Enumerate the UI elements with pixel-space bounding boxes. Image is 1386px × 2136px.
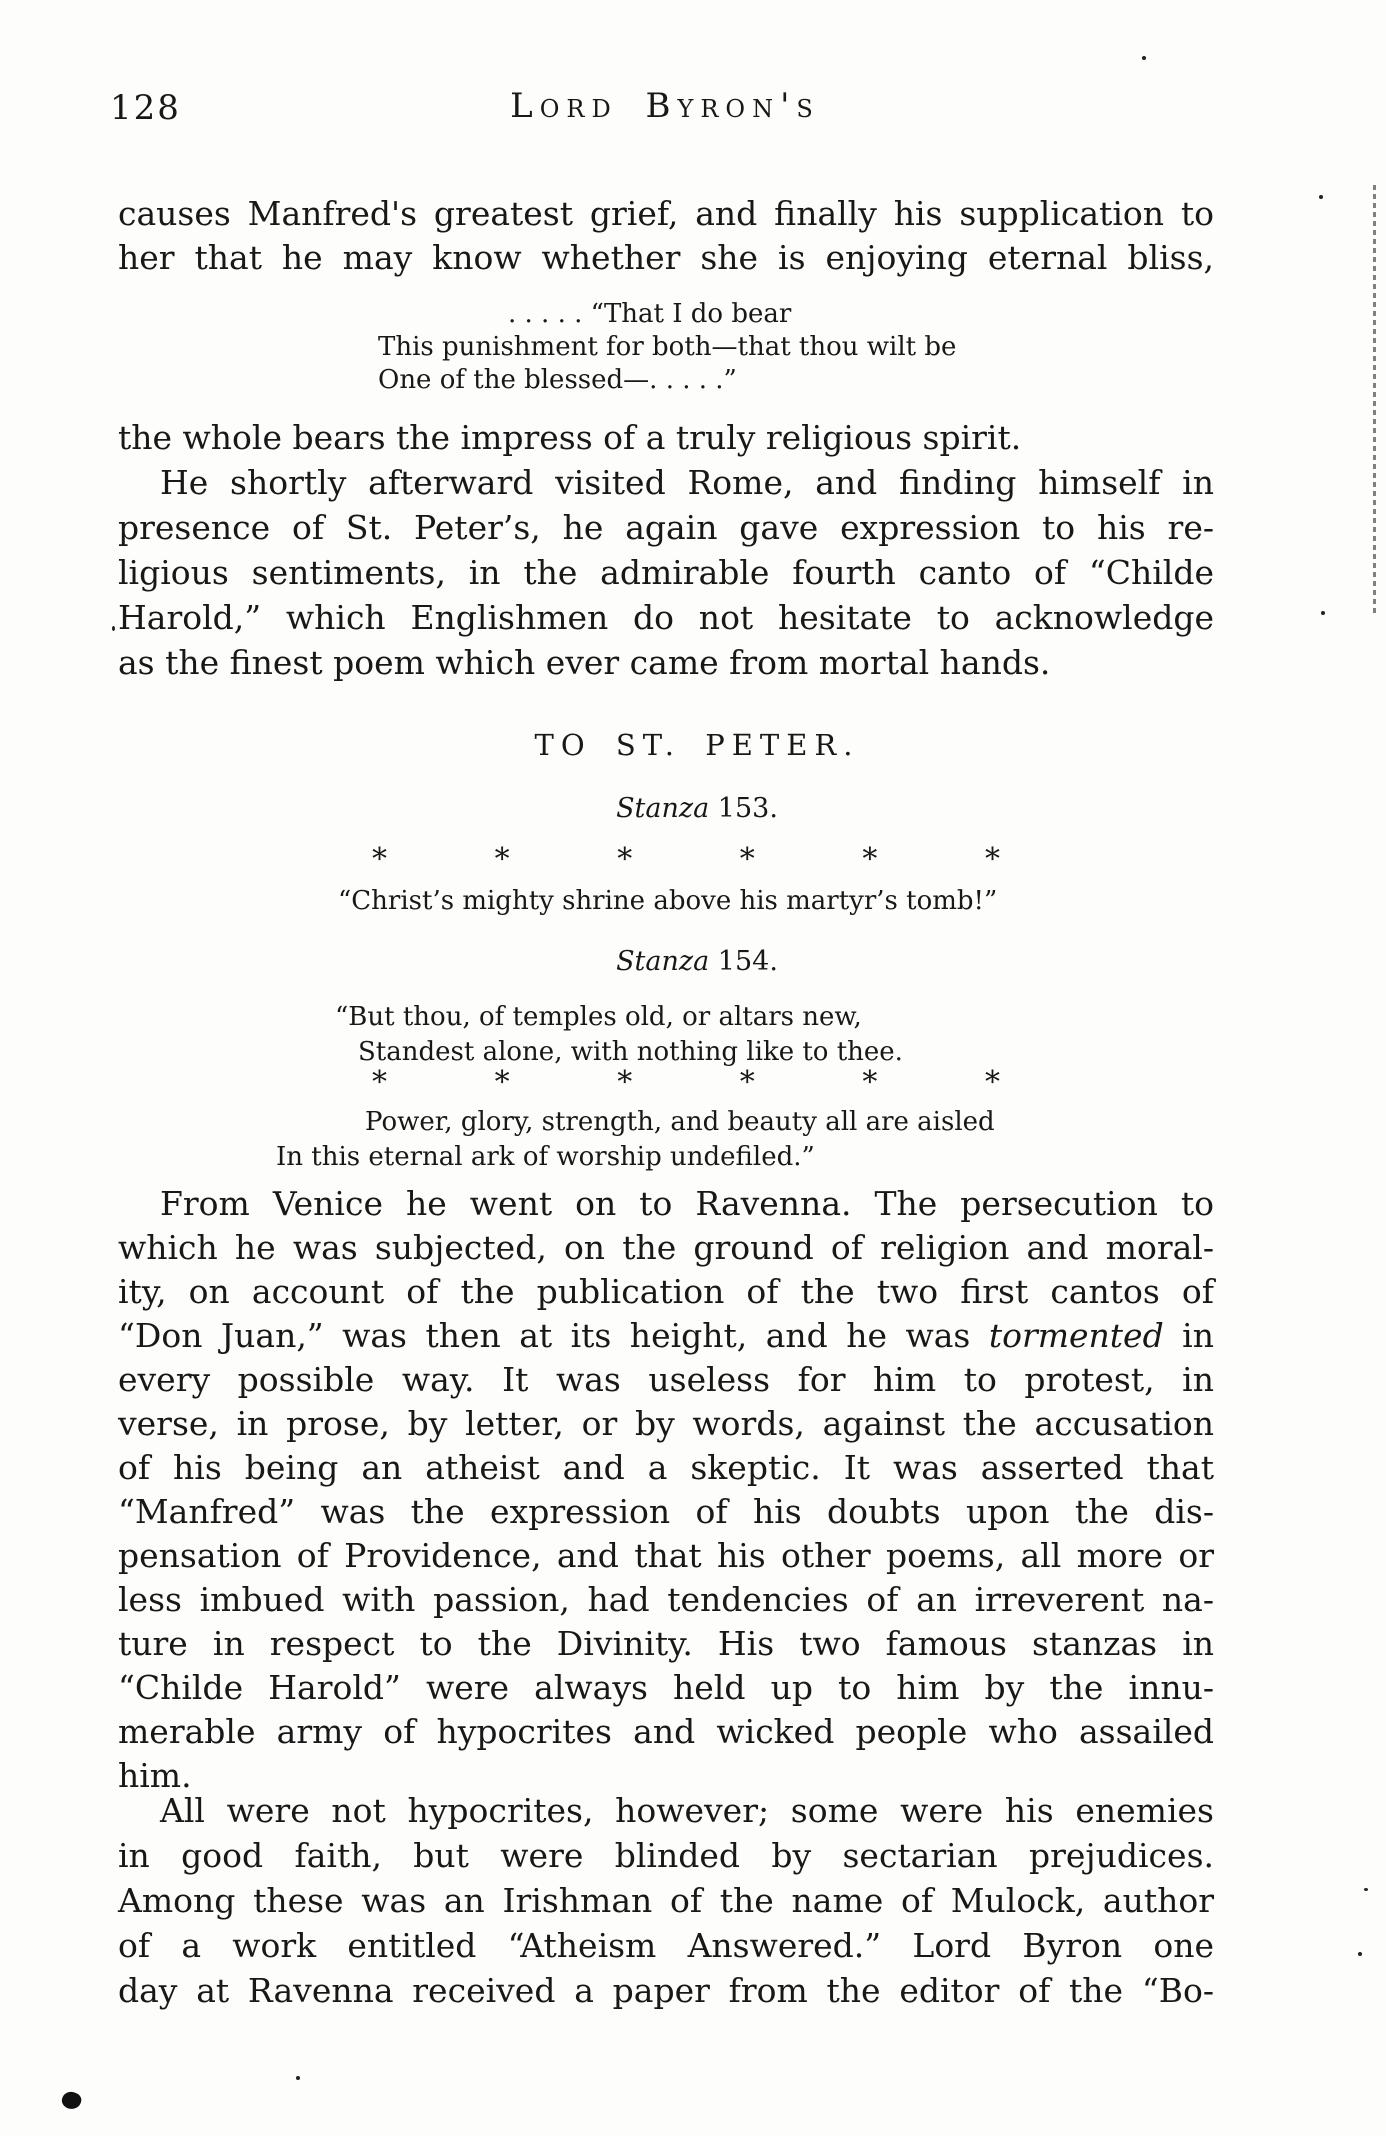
- verse-line: This punishment for both—that thou wilt be: [378, 332, 957, 362]
- paragraph-ravenna: [118, 1182, 1214, 1798]
- running-title-wrap: [118, 86, 1212, 126]
- asterisk: *: [862, 842, 878, 877]
- paragraph-line: “Childe Harold” were always held up to him by the innu-: [118, 1668, 1214, 1707]
- asterisk: *: [984, 1065, 1000, 1100]
- verse-line: One of the blessed—. . . . .”: [378, 365, 737, 395]
- scan-artifact-dashed-line: [1373, 185, 1376, 615]
- asterisk: *: [862, 1065, 878, 1100]
- asterisk: *: [494, 842, 510, 877]
- paragraph-line: her that he may know whether she is enjoying eternal bliss,: [118, 238, 1214, 277]
- paragraph-line: verse, in prose, by letter, or by words, against the accusation: [118, 1404, 1214, 1443]
- asterisk: *: [617, 1065, 633, 1100]
- stanza-number: 153.: [709, 793, 778, 824]
- scan-speck: [1358, 1952, 1362, 1956]
- paragraph-rome: [118, 415, 1214, 685]
- asterisk: *: [739, 1065, 755, 1100]
- stanza-153-line: “Christ’s mighty shrine above his martyr’s tomb!”: [338, 886, 998, 916]
- paragraph-hypocrites: [118, 1788, 1214, 2013]
- paragraph-line: of a work entitled “Atheism Answered.” Lord Byron one: [118, 1926, 1214, 1965]
- line-segment-italic: tormented: [988, 1316, 1164, 1355]
- paragraph-line: presence of St. Peter’s, he again gave expression to his re-: [118, 508, 1214, 547]
- paragraph-line: day at Ravenna received a paper from the editor of the “Bo-: [118, 1971, 1214, 2010]
- paragraph-line: every possible way. It was useless for him to protest, in: [118, 1360, 1214, 1399]
- verse-line: . . . . . “That I do bear: [508, 299, 792, 329]
- paragraph-line: less imbued with passion, had tendencies of an irreverent na-: [118, 1580, 1214, 1619]
- line-segment: in: [1163, 1316, 1214, 1355]
- asterisk: *: [372, 1065, 387, 1100]
- scan-speck: [296, 2076, 300, 2080]
- asterisk: *: [984, 842, 1000, 877]
- stanza-word: Stanza: [616, 793, 710, 824]
- stanza-154-line: In this eternal ark of worship undefiled.”: [276, 1142, 815, 1172]
- paragraph-line: All were not hypocrites, however; some were his enemies: [160, 1791, 1214, 1830]
- stanza-number: 154.: [709, 946, 778, 977]
- paragraph-line: From Venice he went on to Ravenna. The persecution to: [160, 1184, 1214, 1223]
- paragraph-line: He shortly afterward visited Rome, and finding himself in: [160, 463, 1214, 502]
- asterisk: *: [372, 842, 387, 877]
- stanza-154-label: [150, 946, 1244, 977]
- scan-speck: [1142, 56, 1146, 60]
- scan-speck: [1364, 1888, 1368, 1891]
- asterisk: *: [739, 842, 755, 877]
- paragraph-line: pensation of Providence, and that his other poems, all more or: [118, 1536, 1214, 1575]
- stanza-word: Stanza: [616, 946, 710, 977]
- blockquote-manfred: [378, 298, 956, 397]
- asterisk: *: [617, 842, 633, 877]
- paragraph-line: ligious sentiments, in the admirable fourth canto of “Childe: [118, 553, 1214, 592]
- paragraph-line: the whole bears the impress of a truly religious spirit.: [118, 418, 1022, 457]
- poem-heading: TO ST. PETER.: [534, 728, 860, 762]
- paragraph-line-segmented: [118, 1314, 1214, 1358]
- stanza-154-line: Standest alone, with nothing like to thee.: [358, 1037, 903, 1067]
- paragraph-line: in good faith, but were blinded by sectarian prejudices.: [118, 1836, 1214, 1875]
- paragraph-line: Among these was an Irishman of the name of Mulock, author: [118, 1881, 1214, 1920]
- paragraph-line: merable army of hypocrites and wicked people who assailed: [118, 1712, 1214, 1751]
- stanza-154-line: “But thou, of temples old, or altars new,: [335, 1002, 862, 1032]
- asterisk: *: [494, 1065, 510, 1100]
- page-number: 128: [110, 88, 181, 128]
- paragraph-intro: [118, 192, 1214, 280]
- paragraph-line: Harold,” which Englishmen do not hesitate to acknowledge: [118, 598, 1214, 637]
- ink-blot: [60, 2089, 83, 2111]
- stanza-154-line: Power, glory, strength, and beauty all are aisled: [365, 1107, 995, 1137]
- asterisk-row-1: [372, 842, 1000, 877]
- scan-speck: [1321, 611, 1325, 615]
- scan-speck: [112, 626, 115, 631]
- stanza-153-label: [150, 793, 1244, 824]
- asterisk-row-2: [372, 1065, 1000, 1100]
- paragraph-line: ture in respect to the Divinity. His two famous stanzas in: [118, 1624, 1214, 1663]
- paragraph-line: as the finest poem which ever came from mortal hands.: [118, 643, 1051, 682]
- paragraph-line: him.: [118, 1756, 192, 1795]
- scan-speck: [1319, 195, 1323, 199]
- paragraph-line: ity, on account of the publication of the two first cantos of: [118, 1272, 1214, 1311]
- paragraph-line: “Manfred” was the expression of his doubts upon the dis-: [118, 1492, 1214, 1531]
- paragraph-line: which he was subjected, on the ground of religion and moral-: [118, 1228, 1214, 1267]
- line-segment: “Don Juan,” was then at its height, and he was: [118, 1316, 989, 1355]
- running-title: Lord Byron's: [510, 86, 820, 126]
- paragraph-line: of his being an atheist and a skeptic. It was asserted that: [118, 1448, 1214, 1487]
- paragraph-line: causes Manfred's greatest grief, and finally his supplication to: [118, 194, 1214, 233]
